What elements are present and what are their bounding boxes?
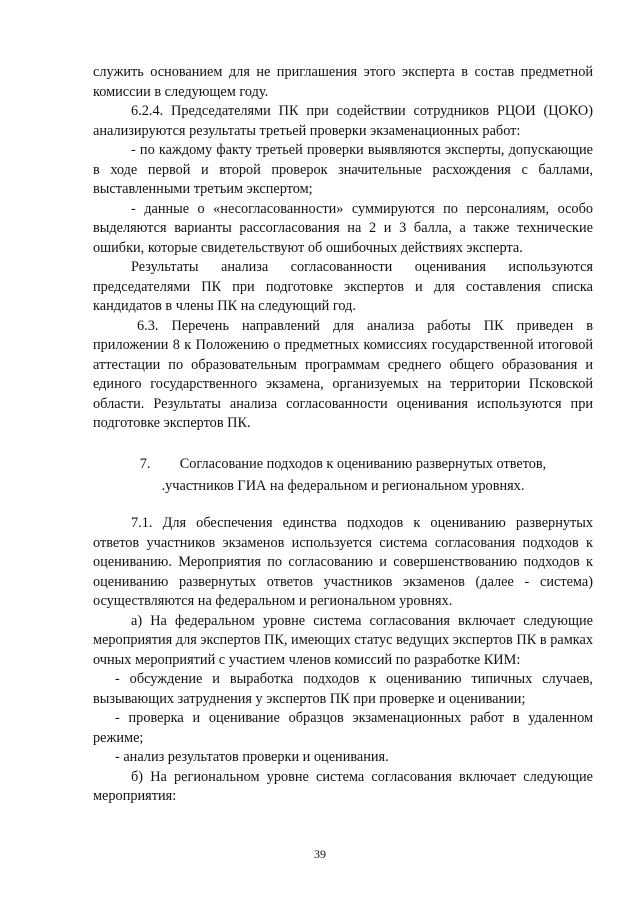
list-item-results-analysis: - анализ результатов проверки и оценивания. [115,749,389,765]
paragraph-6-3: 6.3. Перечень направлений для анализа работы ПК приведен в приложении 8 к Положению о предметных комиссиях государственной итоговой аттестации по образовательным программам среднего общего образования и единого государственного экзамена, организуемых на территории Псковской области. Результаты анализа согласованности оценивания используются при подготовке экспертов ПК. [93,317,593,431]
paragraph-7-1: 7.1. Для обеспечения единства подходов к оцениванию развернутых ответов участников экзаменов используется система согласования подходов к оцениванию. Мероприятия по согласованию и совершенствованию подходов к оцениванию развернутых ответов участников экзаменов (далее - система) осуществляются на федеральном и региональном уровнях. [93,515,593,609]
list-item-third-check: - по каждому факту третьей проверки выявляются эксперты, допускающие в ходе первой и второй проверок значительные расхождения с баллами, выставленными третьим экспертом; [93,142,593,197]
paragraph-6-2-4: 6.2.4. Председателями ПК при содействии сотрудников РЦОИ (ЦОКО) анализируются результаты третьей проверки экзаменационных работ: [93,103,593,139]
section-heading-line-1 [93,453,593,475]
paragraph-analysis-results: Результаты анализа согласованности оценивания используются председателями ПК при подготовке экспертов и для составления списка кандидатов в члены ПК на следующий год. [93,259,593,314]
section-number: 7. [139,456,151,472]
list-item-discussion: - обсуждение и выработка подходов к оцениванию типичных случаев, вызывающих затруднения у экспертов ПК при проверке и оценивании; [93,671,593,707]
text-block-bottom [93,514,593,807]
section-title-line-2: .участников ГИА на федеральном и региональном уровнях. [161,478,525,494]
section-heading-7 [93,453,593,497]
paragraph-regional-level: б) На региональном уровне система согласования включает следующие мероприятия: [93,768,593,804]
text-block-top [93,63,593,434]
page-number: 39 [314,847,326,861]
list-item-inconsistency: - данные о «несогласованности» суммируются по персоналиям, особо выделяются варианты рассогласования на 2 и 3 балла, а также технические ошибки, которые свидетельствуют об ошибочных действиях эксперта. [93,200,593,256]
paragraph-continuation: служить основанием для не приглашения этого эксперта в состав предметной комиссии в следующем году. [93,64,593,100]
list-item-remote-check: - проверка и оценивание образцов экзаменационных работ в удаленном режиме; [93,710,593,746]
section-title-line-1: Согласование подходов к оцениванию развернутых ответов, [179,456,547,472]
paragraph-federal-level: а) На федеральном уровне система согласования включает следующие мероприятия для экспертов ПК, имеющих статус ведущих экспертов ПК в рамках очных мероприятий с участием членов комиссий по разработке КИМ: [93,612,593,668]
